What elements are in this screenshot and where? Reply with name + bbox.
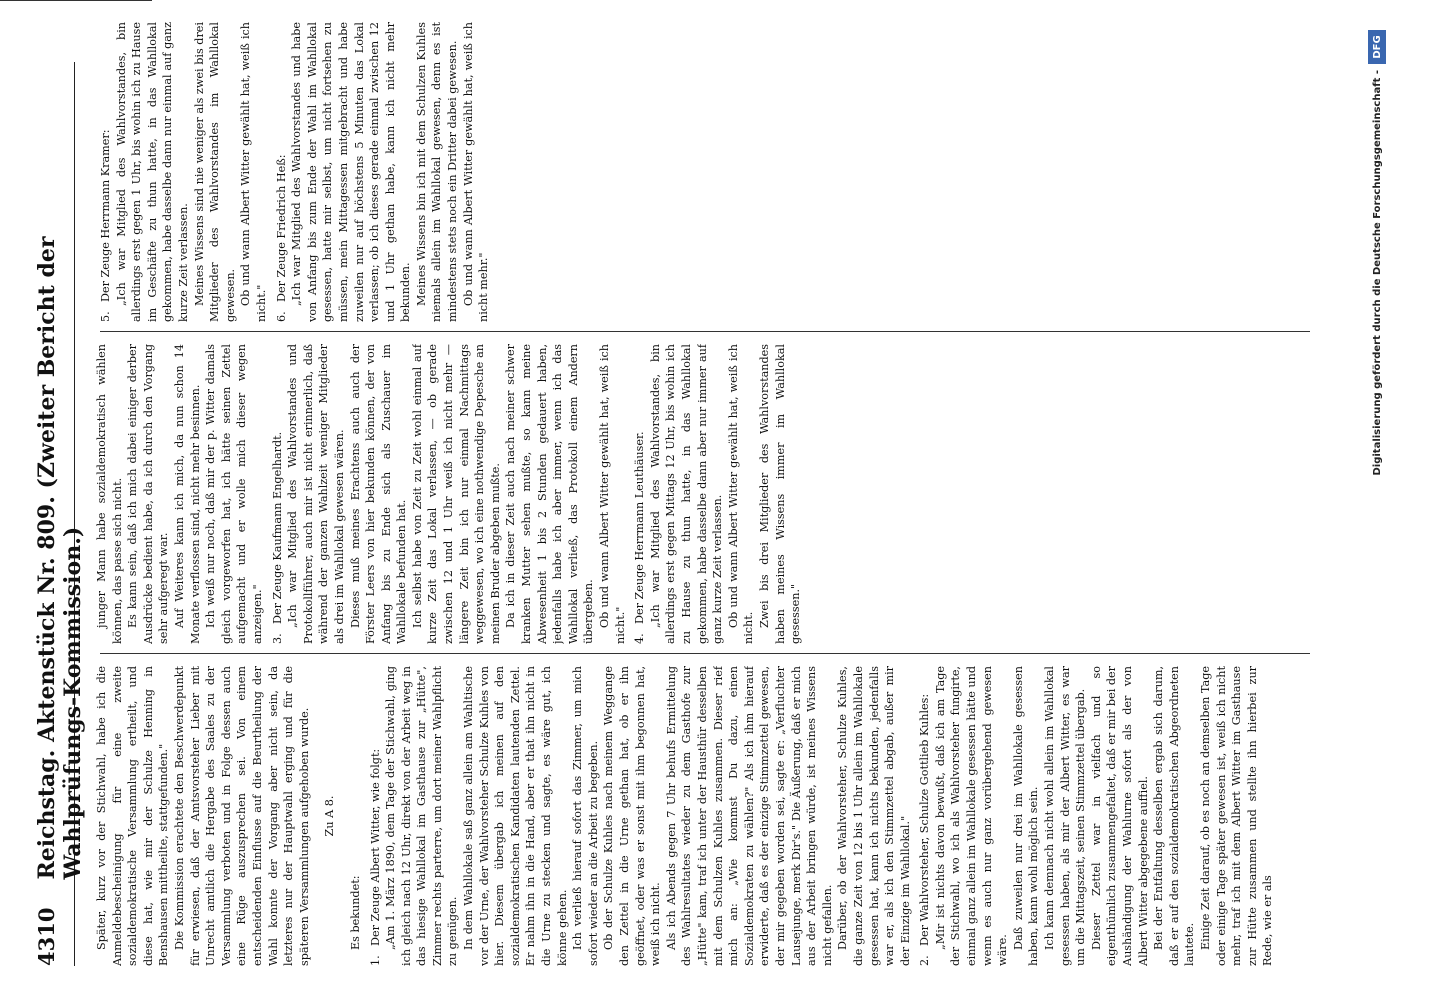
paragraph: Ob der Schulze Kuhles nach meinem Weggange den Zettel in die Urne gethan hat, ob er ihn geöffnet, oder was er sonst mit ihm begonnen hat, weiß ich nicht. xyxy=(602,666,663,966)
paragraph: Als ich Abends gegen 7 Uhr behufs Ermittelung des Wahlresultates wieder zu dem Gasthofe zur „Hütte" kam, traf ich unter der Hausthür desselben mit dem Schulzen Kuhles zusammen. Dieser rief mich an: „Wie kommst Du dazu, einen Sozialdemokraten zu wählen?" Als ich ihm hierauf erwiderte, daß es der einzige Stimmzettel gewesen, der mir gegeben worden sei, sagte er: „Verfluchter Lausejunge, merk Dir's." Die Äußerung, daß er mich aus der Arbeit bringen würde, ist meines Wissens nicht gefallen. xyxy=(664,666,834,966)
witness-heading xyxy=(274,22,290,322)
witness-number: 6. xyxy=(274,311,288,322)
paragraph: „Mir ist nichts davon bewußt, daß ich am Tage der Stichwahl, wo ich als Wahlvorsteher fungirte, einmal ganz allein im Wahllokale gesessen hätte und wenn es auch nur ganz vorübergehend gewesen wäre. xyxy=(933,666,1010,966)
paragraph: Ob und wann Albert Witter gewählt hat, weiß ich nicht. xyxy=(726,344,756,644)
paragraph: Auf Weiteres kann ich mich, da nun schon 14 Monate verflossen sind, nicht mehr besinnen. xyxy=(172,344,202,644)
section-heading: Zu A 8. xyxy=(323,795,337,837)
witness-title: Der Zeuge Albert Witter, wie folgt: xyxy=(368,748,382,946)
paragraph: „Ich war Mitglied des Wahlvorstandes und habe von Anfang bis zum Ende der Wahl im Wahllokal gesessen, hatte mir selbst, um nicht fortsehen zu müssen, mein Mittagessen mitgebracht und habe zuweilen nur auf höchstens 5 Minuten das Lokal verlassen; ob ich dieses gerade einmal zwischen 12 und 1 Uhr gethan habe, kann ich nicht mehr bekunden. xyxy=(290,22,413,322)
witness-heading xyxy=(917,666,933,966)
paragraph: Ich weiß nur noch, daß mir der p. Witter damals gleich vorgeworfen hat, ich hätte seinen Zettel aufgemacht und er wolle mich dieser wegen anzeigen." xyxy=(204,344,264,644)
paragraph: Einige Zeit darauf, ob es noch an demselben Tage oder einige Tage später gewesen ist, weiß ich nicht mehr, traf ich mit dem Albert Witter im Gasthause zur Hütte zusammen und stellte ihn hierbei zur Rede, wie er als xyxy=(1198,666,1275,966)
paragraph: Dieses muß meines Erachtens auch auch der Förster Leers von hier bekunden können, der von Anfang bis zu Ende sich als Zuschauer im Wahllokale befunden hat. xyxy=(348,344,409,644)
witness-title: Der Zeuge Herrmann Leuthäuser. xyxy=(633,431,647,624)
page-header xyxy=(34,62,86,966)
witness-heading xyxy=(270,344,286,644)
witness-title: Der Wahlvorsteher, Schulze Gottlieb Kuhles: xyxy=(918,693,932,946)
witness-heading xyxy=(632,344,648,644)
text-column-right xyxy=(94,22,1326,322)
paragraph: junger Mann habe sozialdemokratisch wählen können, das passe sich nicht. xyxy=(95,344,124,644)
witness-title: Der Zeuge Herrmann Kramer: xyxy=(99,129,112,302)
paragraph: Dieser Zettel war in vielfach und so eigenthümlich zusammengefaltet, daß er mir bei der Aushändigung der Wahlurne sofort als der von Albert Witter abgegebene auffiel. xyxy=(1089,666,1150,966)
witness-title: Der Zeuge Friedrich Heß: xyxy=(274,154,288,302)
paragraph: Ich verließ hierauf sofort das Zimmer, um mich sofort wieder an die Arbeit zu begeben. xyxy=(571,666,600,966)
witness-number: 2. xyxy=(918,955,932,966)
text-column-left xyxy=(94,666,1326,966)
digitization-note: Digitalisierung gefördert durch die Deutsche Forschungsgemeinschaft - xyxy=(1372,70,1383,476)
paragraph: „Am 1. März 1890, dem Tage der Stichwahl, ging ich gleich nach 12 Uhr, direkt von der Arbeit weg in das hiesige Wahllokal im Gasthause zur „Hütte", Zimmer rechts parterre, um dort meiner Wahlpflicht zu genügen. xyxy=(384,666,460,966)
running-title: Reichstag. Aktenstück Nr. 809. (Zweiter Bericht der Wahlprüfungs-Kommission.) xyxy=(34,236,86,880)
page-number: 4310 xyxy=(34,907,59,966)
paragraph: Ob und wann Albert Witter gewählt hat, weiß ich nicht mehr." xyxy=(461,22,491,322)
witness-number: 3. xyxy=(270,633,284,644)
paragraph: „Ich war Mitglied des Wahlvorstandes und Protokollführer, auch mir ist nicht erinnerlich, daß während der ganzen Wahlzeit weniger Mitglieder als drei im Wahllokal gewesen wären. xyxy=(286,344,346,644)
paragraph: Es kann sein, daß ich mich dabei einiger derber Ausdrücke bedient habe, da ich durch den Vorgang sehr aufgeregt war. xyxy=(126,344,171,644)
paragraph: Darüber, ob der Wahlvorsteher, Schulze Kuhles, die ganze Zeit von 12 bis 1 Uhr allein im Wahllokale gesessen hat, kann ich nichts bekunden, jedenfalls war er, als ich den Stimmzettel abgab, außer mir der Einzige im Wahllokal." xyxy=(836,666,912,966)
intro-line: Es bekundet: xyxy=(348,875,362,950)
paragraph: Ich selbst habe von Zeit zu Zeit wohl einmal auf kurze Zeit das Lokal verlassen, — ob gerade zwischen 12 und 1 Uhr weiß ich nicht mehr — längere Zeit bin ich nur einmal Nachmittags weggewesen, wo ich eine nothwendige Depesche an meinen Bruder abgeben mußte. xyxy=(410,344,502,644)
witness-number: 5. xyxy=(99,311,112,322)
scan-edge-line xyxy=(0,0,152,1)
paragraph: Zwei bis drei Mitglieder des Wahlvorstandes haben meines Wissens immer im Wahllokal gesessen." xyxy=(757,344,803,644)
witness-number: 1. xyxy=(368,955,382,966)
column-divider xyxy=(100,653,1310,654)
paragraph: Ich kann demnach nicht wohl allein im Wahllokal gesessen haben, als mir der Albert Witter, es war um die Mittagszeit, seinen Stimmzettel übergab. xyxy=(1043,666,1088,966)
paragraph: Daß zuweilen nur drei im Wahllokale gesessen haben, kann wohl möglich sein. xyxy=(1011,666,1041,966)
text-column-middle xyxy=(94,344,1326,644)
witness-heading xyxy=(368,666,384,966)
witness-heading xyxy=(98,22,114,322)
paragraph: Die Kommission erachtete den Beschwerdepunkt für erwiesen, daß der Amtsvorsteher Lieber mit Unrecht amtlich die Hergabe des Saales zu der Versammlung verboten und in Folge dessen auch eine Rüge auszusprechen sei. Von einem entscheidenden Einflusse auf die Beurtheilung der Wahl konnte der Vorgang aber nicht sein, da letzteres nur der Hauptwahl erging und für die späteren Versammlungen aufgehoben wurde. xyxy=(172,666,311,966)
page-footer xyxy=(1368,0,1398,1000)
paragraph: „Ich war Mitglied des Wahlvorstandes, bin allerdings erst gegen Mittags 12 Uhr, bis wohin ich zu Hause zu thun hatte, in das Wahllokal gekommen, habe dasselbe dann aber nur immer auf ganz kurze Zeit verlassen. xyxy=(648,344,725,644)
paragraph: Meines Wissens bin ich mit dem Schulzen Kuhles niemals allein im Wahllokal gewesen, denn es ist mindestens stets noch ein Dritter dabei gewesen. xyxy=(414,22,460,322)
paragraph: Ob und wann Albert Witter gewählt hat, weiß ich nicht." xyxy=(598,344,627,644)
paragraph: „Ich war Mitglied des Wahlvorstandes, bin allerdings erst gegen 1 Uhr, bis wohin ich zu Hause im Geschäfte zu thun hatte, in das Wahllokal gekommen, habe dasselbe dann nur einmal auf ganz kurze Zeit verlassen. xyxy=(114,22,190,322)
paragraph: Ob und wann Albert Witter gewählt hat, weiß ich nicht." xyxy=(239,22,268,322)
paragraph: Später, kurz vor der Stichwahl, habe ich die Anmeldebescheinigung für eine zweite sozialdemokratische Versammlung ertheilt, und diese hat, wie mir der Schulze Henning in Benshausen mittheilte, stattgefunden." xyxy=(95,666,171,966)
witness-title: Der Zeuge Kaufmann Engelhardt. xyxy=(270,431,284,624)
paragraph: Da ich in dieser Zeit auch nach meiner schwer kranken Mutter sehen mußte, so kann meine Abwesenheit 1 bis 2 Stunden gedauert haben, jedenfalls habe ich aber immer, wenn ich das Wahllokal verließ, das Protokoll einem Andern übergeben. xyxy=(504,344,596,644)
paragraph: Meines Wissens sind nie weniger als zwei bis drei Mitglieder des Wahlvorstandes im Wahllokal gewesen. xyxy=(192,22,237,322)
paragraph: In dem Wahllokale saß ganz allein am Wahltische vor der Urne, der Wahlvorsteher Schulze Kuhles von hier. Diesem übergab ich meinen auf den sozialdemokratischen Kandidaten lautenden Zettel. Er nahm ihn in die Hand, aber er that ihn nicht in die Urne zu stecken und sagte, es wäre gut, ich könne gehen. xyxy=(462,666,569,966)
dfg-logo: DFG xyxy=(1368,30,1386,64)
paragraph: Bei der Entfaltung desselben ergab sich darum, daß er auf den sozialdemokratischen Abgeordneten lautete. xyxy=(1152,666,1197,966)
column-divider xyxy=(100,331,1310,332)
witness-number: 4. xyxy=(633,633,647,644)
